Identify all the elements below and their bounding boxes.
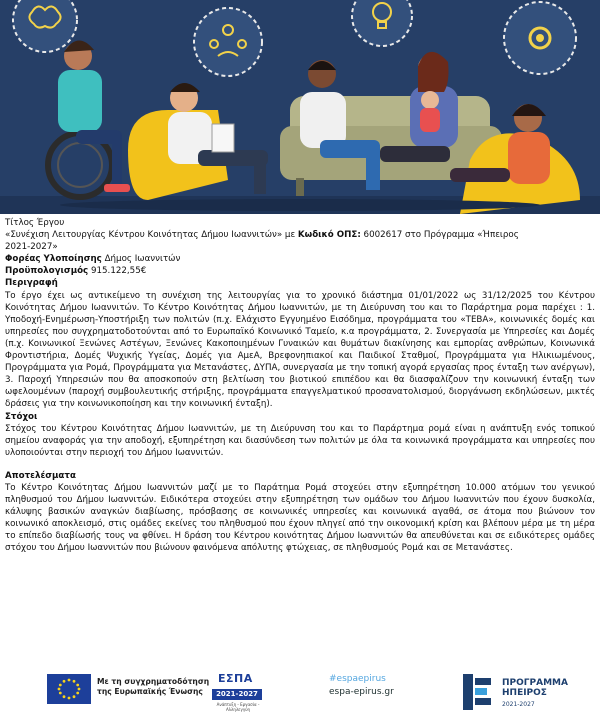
hero-illustration: [0, 0, 600, 214]
espa-word: ΕΣΠΑ: [218, 672, 253, 685]
goals-heading: Στόχοι: [5, 411, 38, 422]
eu-cofunding-text: Με τη συγχρηματοδότηση της Ευρωπαϊκής Ένωσης: [97, 677, 210, 696]
gear-icon: [504, 2, 576, 74]
hashtag: #espaepirus: [329, 674, 386, 684]
project-title-text: «Συνέχιση Λειτουργίας Κέντρου Κοινότητας Δήμου Ιωαννιτών» με: [5, 230, 298, 241]
ops-code-value: 6002617 στο Πρόγραμμα «Ήπειρος: [360, 230, 519, 241]
program-years: 2021-2027: [502, 701, 535, 708]
project-details: [5, 217, 595, 555]
goals-text: Στόχος του Κέντρου Κοινότητας Δήμου Ιωαννιτών, με τη Διεύρυνση του και το Παράρτημα ρομά είναι η ανάπτυξη ενός τοπικού σημείου αναφοράς για την αποδοχή, εξυπηρέτηση και διασύνδεση των πολιτών με όλα τα κοινωνικά προγράμματα και υπηρεσίες που υλοποιούνται στην περιοχή του Δήμου Ιωαννιτών.: [5, 423, 595, 458]
espa-subtitle: Ανάπτυξη - Εργασία - Αλληλεγγύη: [216, 702, 260, 712]
project-title-line2: 2021-2027»: [5, 242, 58, 253]
website-link[interactable]: espa-epirus.gr: [329, 687, 394, 697]
agency: [5, 253, 595, 265]
project-title: [5, 229, 595, 241]
budget-label: Προϋπολογισμός: [5, 266, 89, 277]
footer-logos: [0, 664, 600, 720]
ops-code-label: Κωδικό ΟΠΣ:: [297, 230, 361, 241]
espa-logo: [210, 672, 266, 712]
agency-label: Φορέας Υλοποίησης: [5, 254, 102, 265]
eu-flag-icon: [47, 674, 91, 704]
project-title-label: Τίτλος Έργου: [5, 218, 65, 228]
results-heading: Αποτελέσματα: [5, 470, 76, 481]
program-title: [502, 678, 568, 698]
program-title-line2: ΗΠΕΙΡΟΣ: [502, 688, 547, 698]
program-title-line1: ΠΡΟΓΡΑΜΜΑ: [502, 678, 568, 688]
budget-value: 915.122,55€: [88, 266, 147, 277]
description-text: Το έργο έχει ως αντικείμενο τη συνέχιση της λειτουργίας για το χρονικό διάστημα 01/01/2022 ως 31/12/2025 του Κέντρου Κοινότητας Δήμου Ιωαννιτών. Το Κέντρο Κοινότητας Δήμου Ιωαννιτών, με τη Διεύρυνση του και το Παράρτημα ρομα παρέχει : 1. Υποδοχή-Ενημέρωση-Υποστήριξη των πολιτών (π.χ. Ελάχιστο Εγγυημένο Εισόδημα, προγράμματα του «ΤΕΒΑ», κοινωνικές δομές και υπηρεσίες που συγχρηματοδοτούνται από το Ευρωπαϊκό Κοινωνικό Ταμείο, κ.α προγράμματα, 2. Συνεργασία με Υπηρεσίες και Δομές (π.χ. Κοινωνικοί Ξενώνες Αστέγων, Ξενώνες Κακοποιημένων Γυναικών και θυμάτων διακίνησης και εμπορίας ανθρώπων, Κοινωνικά Φροντιστήρια, Δομές Ψυχικής Υγείας, Δομές για ΑμεΑ, Βρεφονηπιακοί και Παιδικοί Σταθμοί, Προγράμματα για Ηλικιωμένους, Προγράμματα για Ρομά, Προγράμματα για Μετανάστες, ΔΥΠΑ, συνεργασία με την τοπική αγορά εργασίας προς ένταξη των ανέργων), 3. Παροχή Υπηρεσιών που θα αποσκοπούν στη βελτίωση του βιοτικού επιπέδου και θα διασφαλίζουν την κοινωνική ένταξη των ωφελουμένων (παροχή συμβουλευτικής στήριξης, προγράμματα επαγγελματικού προσανατολισμού, διοργάνωση εκδηλώσεων, μικτές δράσεις για την κοινωνικοποίηση και την κοινωνική ένταξη).: [5, 290, 595, 410]
team-icon: [194, 8, 262, 76]
description-heading: Περιγραφή: [5, 278, 58, 289]
budget: [5, 265, 595, 277]
espa-years: 2021-2027: [212, 689, 262, 700]
agency-value: Δήμος Ιωαννιτών: [101, 254, 181, 265]
results-text: Το Κέντρο Κοινότητας Δήμου Ιωαννιτών μαζί με το Παράτημα Ρομά στοχεύει στην εξυπηρέτηση 10.000 ατόμων του γενικού πληθυσμού του Δήμου Ιωαννιτών. Ειδικότερα στοχεύει στην εξυπηρέτηση των ομάδων του Δήμου Ιωαννιτών που έχουν δυσκολία, κάλυψης βασικών αναγκών διαβίωσης, πρόσβασης σε κοινωνικές υπηρεσίες και κοινωνικά αγαθά, σε άτομα που βιώνουν τον κοινωνικό αποκλεισμό, στις ομάδες εκείνες του πληθυσμού που έχουν πληγεί από την οικονομική κρίση και βλέπουν μέρα με τη μέρα το επίπεδο διαβίωσής τους να φθίνει. Η δράση του Κέντρου κοινότητας Δήμου Ιωαννιτών θα απευθύνεται και σε ειδικότερες ομάδες στόχου του Δήμου Ιωαννιτών που βιώνουν φαινόμενα απόλυτης φτώχειας, σε πληθυσμούς Ρομά και σε Μετανάστες.: [5, 482, 595, 554]
epirus-program-icon: [459, 670, 495, 714]
